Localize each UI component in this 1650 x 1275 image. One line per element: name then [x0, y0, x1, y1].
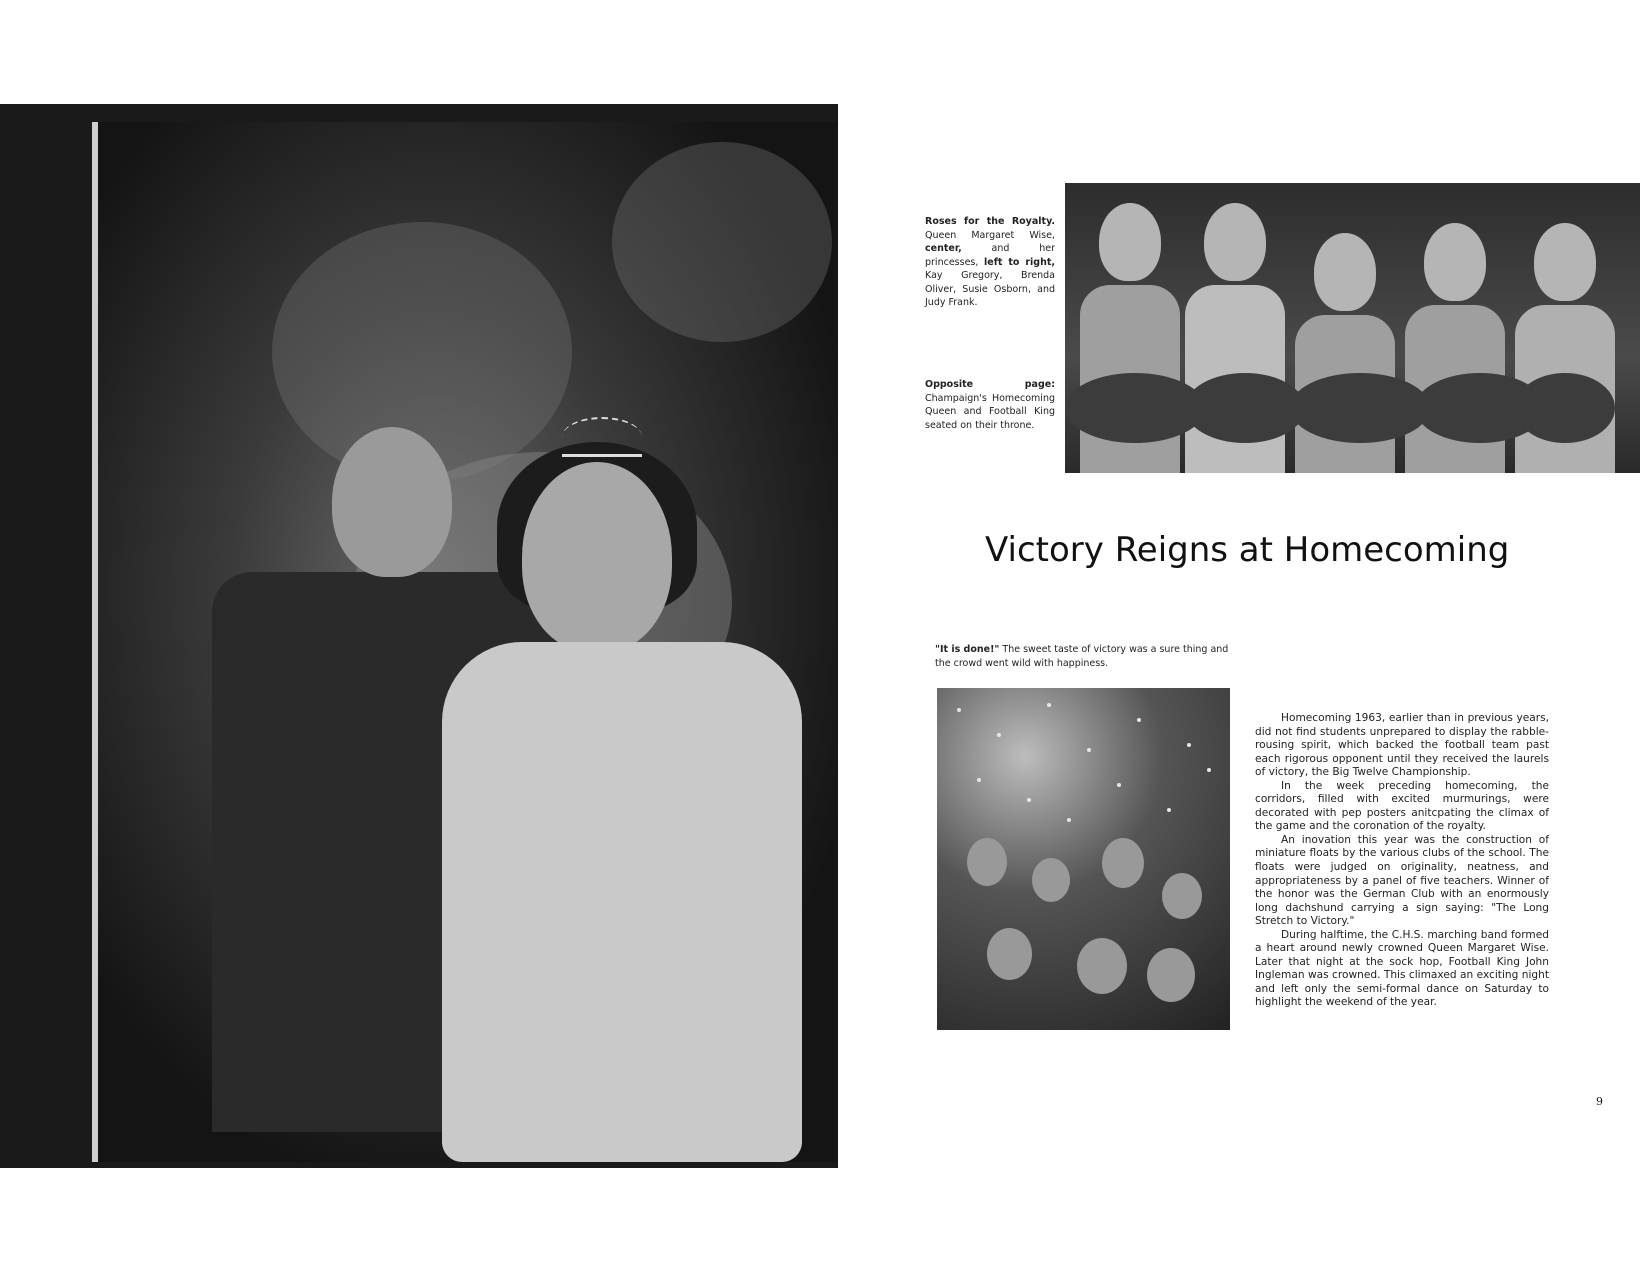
- caption-lead: "It is done!": [935, 644, 1000, 655]
- bouquet: [1290, 373, 1430, 443]
- caption-text: and her princesses,: [925, 243, 1055, 268]
- crowd-face: [1032, 858, 1070, 902]
- crowd-face: [967, 838, 1007, 886]
- crowd-face: [1162, 873, 1202, 919]
- tiara-icon: [562, 417, 642, 457]
- king-queen-photo: [92, 122, 852, 1162]
- foliage-shape: [612, 142, 832, 342]
- caption-text: Champaign's Homecoming Queen and Football King seated on their throne.: [925, 392, 1055, 431]
- article-paragraph: During halftime, the C.H.S. marching band formed a heart around newly crowned Queen Margaret Wise. Later that night at the sock hop, Football King John Ingleman was crowned. This climaxed an exciting night and left only the semi-formal dance on Saturday to highlight the weekend of the year.: [1255, 928, 1549, 1009]
- caption-text: Queen Margaret Wise,: [925, 229, 1055, 241]
- page-title: Victory Reigns at Homecoming: [985, 530, 1510, 570]
- king-head: [332, 427, 452, 577]
- caption-lead: Roses for the Royalty.: [925, 216, 1055, 227]
- article-paragraph: In the week preceding homecoming, the corridors, filled with excited murmurings, were decorated with pep posters anitcpating the climax of the game and the coronation of the royalty.: [1255, 779, 1549, 833]
- queen-figure: [442, 642, 802, 1162]
- bouquet: [1515, 373, 1615, 443]
- crowd-face: [1077, 938, 1127, 994]
- photo-edge: [92, 122, 98, 1162]
- crowd-photo: [937, 688, 1230, 1030]
- article-body: [1255, 712, 1549, 1010]
- bouquet: [1065, 373, 1205, 443]
- royalty-photo: [1065, 183, 1640, 473]
- crowd-caption: [935, 643, 1235, 670]
- caption-lead: Opposite page:: [925, 379, 1055, 390]
- article-paragraph: An inovation this year was the construction of miniature floats by the various clubs of the school. The floats were judged on originality, neatness, and appropriateness by a panel of five teachers. Winner of the honor was the German Club with an enormously long dachshund carrying a sign saying: "The Long Stretch to Victory.": [1255, 833, 1549, 928]
- opposite-page-caption: [925, 378, 1055, 432]
- page-number: 9: [1596, 1095, 1603, 1108]
- caption-text: Kay Gregory, Brenda Oliver, Susie Osborn, and Judy Frank.: [925, 270, 1055, 308]
- caption-bold: left to right,: [984, 256, 1055, 268]
- article-paragraph: Homecoming 1963, earlier than in previous years, did not find students unprepared to display the rabble-rousing spirit, which backed the football team past each rigorous opponent until they received the laurels of victory, the Big Twelve Championship.: [1255, 712, 1549, 779]
- crowd-face: [1147, 948, 1195, 1002]
- caption-text: The sweet taste of victory was a sure thing and the crowd went wild with happiness.: [935, 644, 1229, 669]
- queen-head: [522, 462, 672, 652]
- crowd-face: [1102, 838, 1144, 888]
- crowd-face: [987, 928, 1032, 980]
- caption-bold: center,: [925, 243, 962, 254]
- royalty-caption: [925, 215, 1055, 310]
- bouquet: [1185, 373, 1305, 443]
